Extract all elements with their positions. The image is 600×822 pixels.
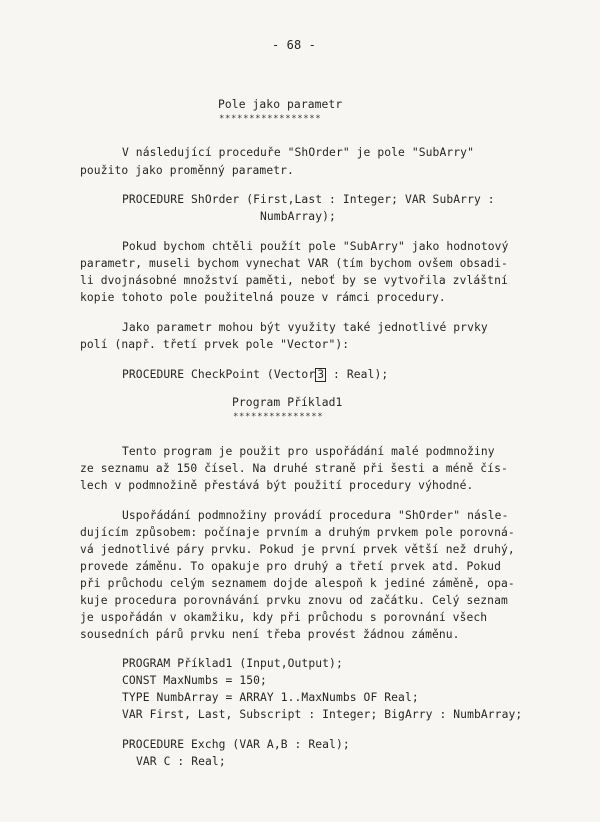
paragraph-line: dujícím způsobem: počínaje prvním a druhým prvkem pole porovná- [80, 526, 515, 539]
code-line: PROGRAM Příklad1 (Input,Output); [122, 657, 343, 670]
paragraph-line: li dvojnásobné množství paměti, neboť by se vytvořila zvláštní [80, 274, 508, 287]
paragraph-line: Jako parametr mohou být využity také jednotlivé prvky [122, 321, 488, 334]
section-title-pole-jako-parametr: Pole jako parametr [218, 98, 343, 111]
code-line: VAR First, Last, Subscript : Integer; BigArry : NumbArray; [122, 708, 523, 721]
paragraph-line: při průchodu celým seznamem dojde alespoň k jediné záměně, opa- [80, 577, 515, 590]
code-line-checkpoint [122, 368, 388, 382]
paragraph-line: kuje procedura porovnávání prvku znovu od začátku. Celý seznam [80, 594, 508, 607]
paragraph-line: použito jako proměnný parametr. [80, 164, 294, 177]
code-text: PROCEDURE CheckPoint (Vector [122, 368, 316, 381]
paragraph-line: polí (např. třetí prvek pole "Vector"): [80, 338, 350, 351]
code-line: TYPE NumbArray = ARRAY 1..MaxNumbs OF Real; [122, 691, 419, 704]
code-text: : Real); [326, 368, 389, 381]
paragraph-line: V následující proceduře "ShOrder" je pole "SubArry" [122, 146, 474, 159]
paragraph-line: kopie tohoto pole použitelná pouze v rámci procedury. [80, 291, 446, 304]
title-underline: *************** [233, 412, 324, 422]
code-line: PROCEDURE ShOrder (First,Last : Integer; VAR SubArry : [122, 193, 495, 206]
code-line: VAR C : Real; [136, 755, 226, 768]
paragraph-line: ze seznamu až 150 čísel. Na druhé straně při šesti a méně čís- [80, 462, 508, 475]
paragraph-line: provede záměnu. To opakuje pro druhý a třetí prvek atd. Pokud [80, 560, 501, 573]
title-underline: ***************** [219, 114, 322, 124]
paragraph-line: Uspořádání podmnožiny provádí procedura "ShOrder" násle- [122, 509, 509, 522]
paragraph-line: vá jednotlivé páry prvku. Pokud je první prvek větší než druhý, [80, 543, 515, 556]
paragraph-line: parametr, museli bychom vynechat VAR (tím bychom ovšem obsadi- [80, 257, 508, 270]
array-index-box: 3 [317, 368, 325, 381]
paragraph-line: sousedních párů prvku není třeba provést žádnou záměnu. [80, 628, 460, 641]
paragraph-line: Tento program je použit pro uspořádání malé podmnožiny [122, 445, 495, 458]
paragraph-line: Pokud bychom chtěli použít pole "SubArry" jako hodnotový [122, 240, 509, 253]
paragraph-line: lech v podmnožině přestává být použití procedury výhodné. [80, 479, 474, 492]
section-title-program-priklad1: Program Příklad1 [232, 396, 343, 409]
page-number: - 68 - [272, 38, 316, 52]
paragraph-line: je uspořádán v okamžiku, kdy při průchodu s porovnání všech [80, 611, 488, 624]
code-line: CONST MaxNumbs = 150; [122, 674, 267, 687]
code-line: PROCEDURE Exchg (VAR A,B : Real); [122, 738, 350, 751]
code-line: NumbArray); [260, 210, 336, 223]
